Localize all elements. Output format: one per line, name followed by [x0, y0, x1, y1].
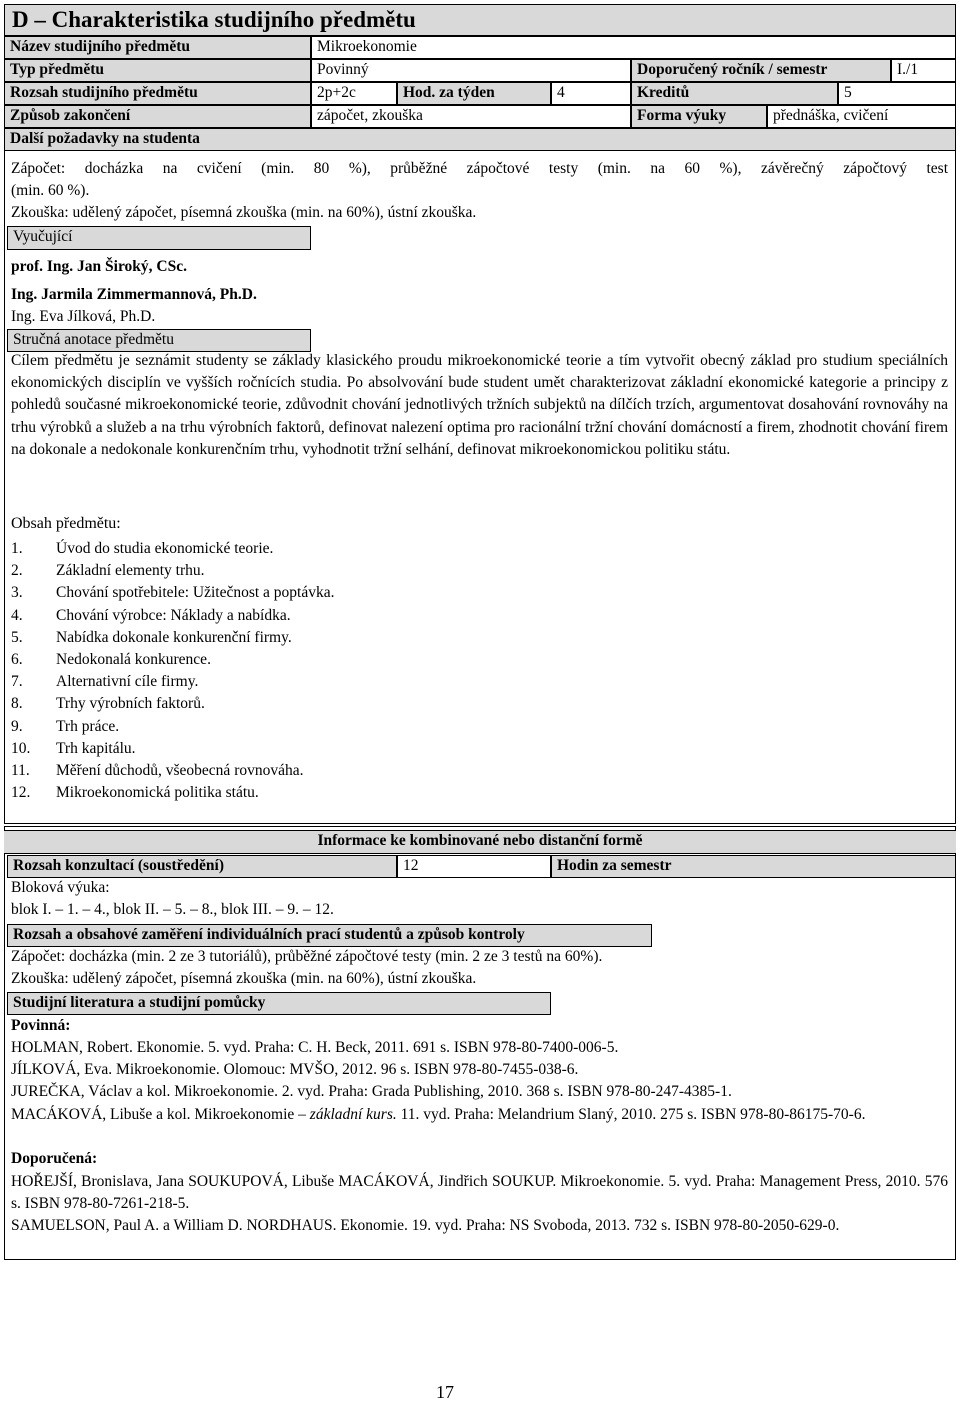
contents-item-text: Alternativní cíle firmy.	[56, 673, 199, 691]
contents-item-number: 4.	[11, 606, 23, 624]
course-type-value: Povinný	[311, 59, 631, 82]
consultations-label: Rozsah konzultací (soustředění)	[7, 855, 397, 878]
reference-item: JUREČKA, Václav a kol. Mikroekonomie. 2. vyd. Praha: Grada Publishing, 2010. 368 s. ISBN 978-80-247-4385-1.	[11, 1083, 732, 1100]
consultations-unit: Hodin za semestr	[551, 855, 956, 878]
contents-item-number: 1.	[11, 540, 23, 557]
literature-label: Studijní literatura a studijní pomůcky	[7, 992, 551, 1015]
teaching-form-label: Forma výuky	[631, 105, 767, 128]
reference-item: SAMUELSON, Paul A. a William D. NORDHAUS. Ekonomie. 19. vyd. Praha: NS Svoboda, 2013. 732 s. ISBN 978-80-2050-629-0.	[11, 1217, 840, 1234]
contents-item-text: Trh kapitálu.	[56, 739, 136, 757]
contents-item-number: 11.	[11, 762, 30, 780]
contents-item-text: Trh práce.	[56, 717, 120, 735]
requirements-credit-text: Zápočet: docházka na cvičení (min. 80 %), průběžné zápočtové testy (min. na 60 %), závěrečný zápočtový test	[11, 160, 948, 177]
contents-item	[11, 538, 335, 560]
requirements-label: Další požadavky na studenta	[4, 128, 956, 151]
block-teaching-label: Bloková výuka:	[11, 879, 110, 896]
reference-item	[11, 1104, 948, 1126]
individual-work-credit: Zápočet: docházka (min. 2 ze 3 tutoriálů), průběžné zápočtové testy (min. 2 ze 3 testů na 60%).	[11, 948, 603, 965]
contents-item-number: 3.	[11, 584, 23, 602]
contents-item	[11, 582, 335, 604]
page-number: 17	[436, 1382, 454, 1402]
recommended-label: Doporučená:	[11, 1150, 98, 1167]
year-semester-value: I./1	[891, 59, 956, 82]
contents-item	[11, 738, 335, 760]
teaching-form-value: přednáška, cvičení	[767, 105, 956, 128]
contents-item	[11, 782, 335, 804]
requirements-credit-text-cont: (min. 60 %).	[11, 182, 90, 199]
lecturer-item: Ing. Eva Jílková, Ph.D.	[11, 308, 156, 325]
contents-item-text: Chování výrobce: Náklady a nabídka.	[56, 606, 291, 624]
lecturer-item: Ing. Jarmila Zimmermannová, Ph.D.	[11, 286, 257, 303]
page-title: D – Charakteristika studijního předmětu	[4, 4, 956, 36]
contents-item	[11, 605, 335, 627]
contents-item-text: Chování spotřebitele: Užitečnost a poptávka.	[56, 584, 335, 602]
contents-item	[11, 760, 335, 782]
reference-item: HOŘEJŠÍ, Bronislava, Jana SOUKUPOVÁ, Libuše MACÁKOVÁ, Jindřich SOUKUP. Mikroekonomie. 5. vyd. Praha: Management Press, 2010. 576 s. ISBN 978-80-7261-218-5.	[11, 1173, 948, 1213]
reference-text: 11. vyd. Praha: Melandrium Slaný, 2010. 275 s. ISBN 978-80-86175-70-6.	[396, 1106, 866, 1123]
contents-item-text: Mikroekonomická politika státu.	[56, 784, 259, 802]
lecturers-label: Vyučující	[7, 226, 311, 250]
course-name-label: Název studijního předmětu	[4, 36, 311, 59]
contents-item	[11, 649, 335, 671]
contents-item-text: Nabídka dokonale konkurenční firmy.	[56, 628, 292, 646]
contents-item-text: Nedokonalá konkurence.	[56, 651, 211, 669]
block-teaching-text: blok I. – 1. – 4., blok II. – 5. – 8., blok III. – 9. – 12.	[11, 901, 334, 918]
contents-list	[11, 538, 335, 804]
reference-item: JÍLKOVÁ, Eva. Mikroekonomie. Olomouc: MVŠO, 2012. 96 s. ISBN 978-80-7455-038-6.	[11, 1061, 579, 1078]
course-scope-label: Rozsah studijního předmětu	[4, 82, 311, 105]
year-semester-label: Doporučený ročník / semestr	[631, 59, 891, 82]
contents-item-number: 2.	[11, 562, 23, 580]
contents-item-number: 7.	[11, 673, 23, 691]
annotation-label: Stručná anotace předmětu	[7, 329, 311, 352]
credits-label: Kreditů	[631, 82, 838, 105]
contents-item-text: Úvod do studia ekonomické teorie.	[56, 540, 274, 557]
individual-work-label: Rozsah a obsahové zaměření individuálních prací studentů a způsob kontroly	[7, 924, 652, 947]
contents-item-text: Základní elementy trhu.	[56, 562, 205, 580]
course-scope-value: 2p+2c	[311, 82, 397, 105]
hours-per-week-label: Hod. za týden	[397, 82, 551, 105]
contents-item	[11, 716, 335, 738]
contents-item	[11, 627, 335, 649]
contents-item-number: 8.	[11, 695, 23, 713]
contents-item	[11, 693, 335, 715]
completion-label: Způsob zakončení	[4, 105, 311, 128]
credits-value: 5	[838, 82, 956, 105]
reference-text: MACÁKOVÁ, Libuše a kol. Mikroekonomie –	[11, 1106, 310, 1123]
combined-form-title: Informace ke kombinované nebo distanční formě	[4, 830, 956, 854]
course-type-label: Typ předmětu	[4, 59, 311, 82]
course-name-value: Mikroekonomie	[311, 36, 956, 59]
completion-value: zápočet, zkouška	[311, 105, 631, 128]
lecturer-guarantor: prof. Ing. Jan Široký, CSc.	[11, 258, 187, 275]
contents-item	[11, 560, 335, 582]
individual-work-exam: Zkouška: udělený zápočet, písemná zkouška (min. na 60%), ústní zkouška.	[11, 970, 477, 987]
contents-item-number: 10.	[11, 739, 31, 757]
requirements-exam-text: Zkouška: udělený zápočet, písemná zkouška (min. na 60%), ústní zkouška.	[11, 204, 477, 221]
annotation-text: Cílem předmětu je seznámit studenty se základy klasického proudu mikroekonomické teorie a tím vytvořit obecný základ pro studium speciálních ekonomických disciplín ve vyšších ročnících studia. Po absolvování bude student umět charakterizovat základní ekonomické kategorie a principy z pohledů současné mikroekonomické teorie, zdůvodnit chování jednotlivých tržních subjektů na dílčích trzích, argumentovat dosahování rovnováhy na trhu výrobků a služeb a na trhu výrobních faktorů, definovat nalezení optima pro racionální tržní chování domácností a firem, zhodnotit chování firem na dokonale a nedokonale konkurenčním trhu, vyhodnotit tržní selhání, definovat mikroekonomickou politiku státu.	[11, 352, 948, 458]
reference-subtitle: základní kurs.	[309, 1106, 397, 1123]
contents-item	[11, 671, 335, 693]
reference-item: HOLMAN, Robert. Ekonomie. 5. vyd. Praha: C. H. Beck, 2011. 691 s. ISBN 978-80-7400-006-5.	[11, 1039, 619, 1056]
contents-item-text: Trhy výrobních faktorů.	[56, 695, 205, 713]
consultations-value: 12	[397, 855, 551, 878]
contents-item-number: 5.	[11, 628, 23, 646]
mandatory-label: Povinná:	[11, 1017, 71, 1034]
contents-item-number: 12.	[11, 784, 31, 802]
contents-item-number: 9.	[11, 717, 23, 735]
contents-item-number: 6.	[11, 651, 23, 669]
contents-label: Obsah předmětu:	[11, 515, 121, 532]
contents-item-text: Měření důchodů, všeobecná rovnováha.	[56, 762, 304, 780]
hours-per-week-value: 4	[551, 82, 631, 105]
